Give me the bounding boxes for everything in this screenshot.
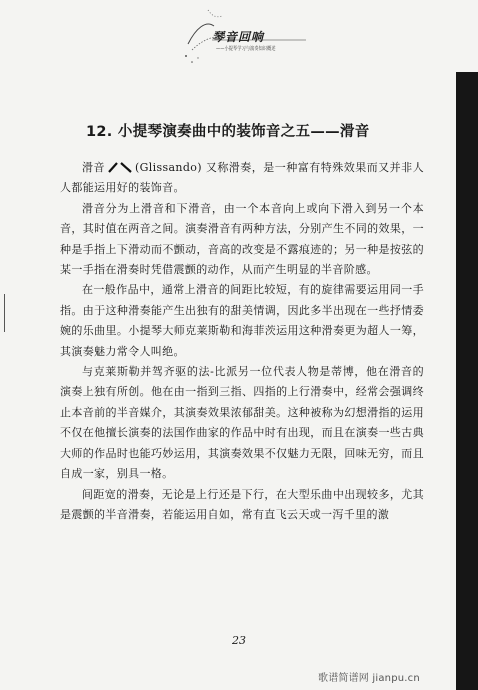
running-header: [178, 4, 308, 74]
paragraph-3: 在一般作品中，通常上滑音的间距比较短，有的旋律需要运用同一手指。由于这种滑奏能产生出独有的甜美情调，因此多半出现在一些抒情委婉的乐曲里。小提琴大师克莱斯勒和海菲茨运用这种滑奏更为超人一筹，其演奏魅力常令人叫绝。: [60, 283, 424, 358]
margin-mark: [4, 294, 5, 332]
paragraph-1-text: (Glissando) 又称滑奏，是一种富有特殊效果而又并非人人都能运用好的装饰音。: [60, 161, 424, 195]
page-edge-shadow: [456, 72, 478, 690]
term-glissando: 滑音: [82, 161, 105, 174]
page-number: 23: [232, 634, 246, 647]
body-text: [60, 158, 424, 525]
paragraph-5: 间距宽的滑奏，无论是上行还是下行，在大型乐曲中出现较多，尤其是震颤的半音滑奏，若能运用自如，常有直飞云天或一泻千里的激: [60, 487, 424, 521]
header-subtitle: ——小提琴学习与演奏知识概述: [216, 46, 276, 52]
glissando-symbol-icon: [107, 161, 133, 173]
paragraph-4: 与克莱斯勒并驾齐驱的法-比派另一位代表人物是蒂博，他在滑音的演奏上独有所创。他在由一指到三指、四指的上行滑奏中，经常会强调终止本音前的半音媒介，其演奏效果浓郁甜美。这种被称为幻想滑指的运用不仅在他擅长演奏的法国作曲家的作品中时有出现，而且在演奏一些古典大师的作品时也能巧妙运用，其演奏效果不仅魅力无限，回味无穷，而且自成一家，别具一格。: [60, 365, 424, 481]
site-watermark: 歌谱简谱网 jianpu.cn: [318, 673, 420, 684]
paragraph-2: 滑音分为上滑音和下滑音，由一个本音向上或向下滑入到另一个本音，其时值在两音之间。演奏滑音有两种方法，分别产生不同的效果，一种是手指上下滑动而不颤动，音高的改变是不露痕迹的；另一种是按弦的某一手指在滑奏时凭借震颤的动作，从而产生明显的半音阶感。: [60, 201, 424, 277]
paragraph-1: [60, 158, 424, 199]
section-title: 12. 小提琴演奏曲中的装饰音之五——滑音: [86, 124, 370, 140]
header-book-title: 琴音回响: [212, 30, 265, 44]
